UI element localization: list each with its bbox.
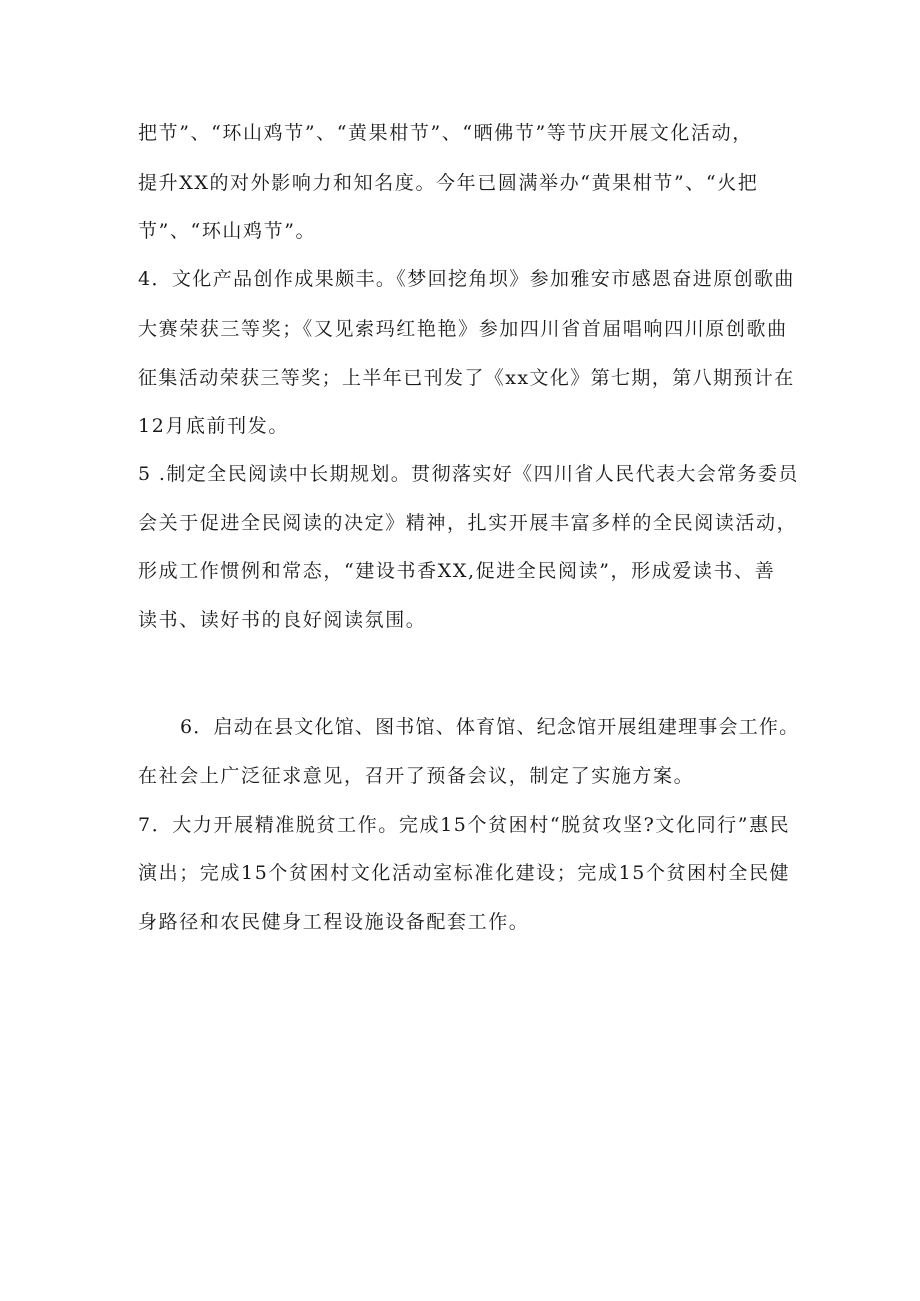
text-line: 把节”、“环山鸡节”、“黄果柑节”、“晒佛节”等节庆开展文化活动， bbox=[138, 122, 753, 144]
text-line: 提升XX的对外影响力和知名度。今年已圆满举办“黄果柑节”、“火把 bbox=[138, 172, 759, 194]
text-line: 会关于促进全民阅读的决定》精神，扎实开展丰富多样的全民阅读活动， bbox=[138, 512, 798, 534]
text-line: 在社会上广泛征求意见，召开了预备会议，制定了实施方案。 bbox=[138, 765, 695, 787]
text-line: 读书、读好书的良好阅读氛围。 bbox=[138, 609, 427, 631]
text-line: 大赛荣获三等奖；《又见索玛红艳艳》参加四川省首届唱响四川原创歌曲 bbox=[138, 318, 788, 340]
text-line: 12月底前刊发。 bbox=[138, 415, 289, 437]
text-line: 征集活动荣获三等奖；上半年已刊发了《xx文化》第七期，第八期预计在 bbox=[138, 367, 795, 389]
paragraph-6-line: 6．启动在县文化馆、图书馆、体育馆、纪念馆开展组建理事会工作。 bbox=[180, 716, 800, 738]
text-line: 节”、“环山鸡节”。 bbox=[138, 220, 317, 242]
paragraph-5-line: 5 .制定全民阅读中长期规划。贯彻落实好《四川省人民代表大会常务委员 bbox=[138, 463, 799, 485]
text-line: 形成工作惯例和常态，“建设书香XX,促进全民阅读”，形成爱读书、善 bbox=[138, 560, 776, 582]
paragraph-7-line: 7．大力开展精准脱贫工作。完成15个贫困村“脱贫攻坚?文化同行”惠民 bbox=[138, 814, 791, 836]
text-line: 演出；完成15个贫困村文化活动室标准化建设；完成15个贫困村全民健 bbox=[138, 862, 791, 884]
text-line: 身路径和农民健身工程设施设备配套工作。 bbox=[138, 911, 530, 933]
paragraph-4-line: 4．文化产品创作成果颇丰。《梦回挖角坝》参加雅安市感恩奋进原创歌曲 bbox=[138, 268, 795, 290]
